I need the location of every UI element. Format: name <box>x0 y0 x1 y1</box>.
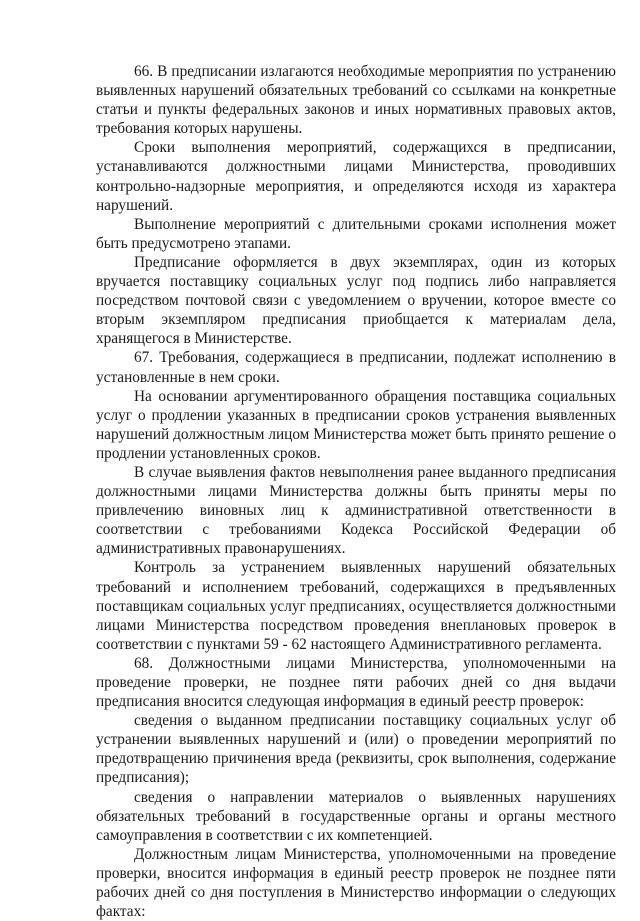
paragraph-66-measures: 66. В предписании излагаются необходимые мероприятия по устранению выявленных нарушений обязательных требований со ссылками на конкретные статьи и пункты федеральных законов и иных нормативных правовых актов, требования которых нарушены. <box>96 63 616 138</box>
paragraph-copies: Предписание оформляется в двух экземплярах, один из которых вручается поставщику социальных услуг под подпись либо направляется посредством почтовой связи с уведомлением о вручении, которое вместе со вторым экземпляром предписания приобщается к материалам дела, хранящегося в Министерстве. <box>96 253 616 348</box>
paragraph-registry-item-prescription: сведения о выданном предписании поставщику социальных услуг об устранении выявленных нарушений и (или) о проведении мероприятий по предотвращению причинения вреда (реквизиты, срок выполнения, содержание предписания); <box>96 712 616 787</box>
paragraph-68-registry: 68. Должностными лицами Министерства, уполномоченными на проведение проверки, не позднее пяти рабочих дней со дня выдачи предписания вносится следующая информация в единый реестр проверок: <box>96 654 616 711</box>
paragraph-non-compliance: В случае выявления фактов невыполнения ранее выданного предписания должностными лицами Министерства должны быть приняты меры по привлечению виновных лиц к административной ответственности в соответствии с требованиями Кодекса Российской Федерации об административных правонарушениях. <box>96 463 616 558</box>
paragraph-deadlines: Сроки выполнения мероприятий, содержащихся в предписании, устанавливаются должностными лицами Министерства, проводивших контрольно-надзорные мероприятия, и определяются исходя из характера нарушений. <box>96 139 616 214</box>
paragraph-67-requirements: 67. Требования, содержащиеся в предписании, подлежат исполнению в установленные в нем сроки. <box>96 349 616 386</box>
document-page <box>96 62 616 921</box>
paragraph-control: Контроль за устранением выявленных нарушений обязательных требований и исполнением требований, содержащихся в предъявленных поставщикам социальных услуг предписаниях, осуществляется должностными лицами Министерства посредством проведения внеплановых проверок в соответствии с пунктами 59 - 62 настоящего Административного регламента. <box>96 559 616 653</box>
paragraph-registry-item-materials: сведения о направлении материалов о выявленных нарушениях обязательных требований в государственные органы и органы местного самоуправления в соответствии с их компетенцией. <box>96 788 616 844</box>
paragraph-extension: На основании аргументированного обращения поставщика социальных услуг о продлении указанных в предписании сроков устранения выявленных нарушений должностным лицом Министерства может быть принято решение о продлении установленных сроков. <box>96 387 616 462</box>
paragraph-stages: Выполнение мероприятий с длительными сроками исполнения может быть предусмотрено этапами. <box>96 215 616 252</box>
paragraph-registry-facts: Должностным лицам Министерства, уполномоченными на проведение проверки, вносится информация в единый реестр проверок не позднее пяти рабочих дней со дня поступления в Министерство информации о следующих фактах: <box>96 845 616 921</box>
